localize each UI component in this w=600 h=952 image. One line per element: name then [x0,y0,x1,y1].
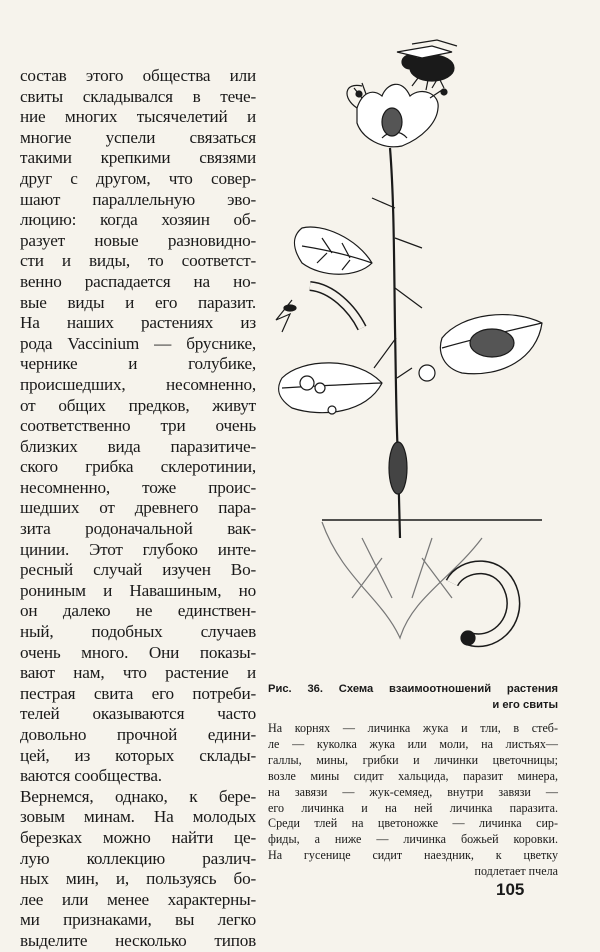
flower-icon [347,78,447,147]
figure-caption [268,682,558,713]
text-line: от общих предков, живут [20,395,256,415]
caterpillar-icon [276,286,362,332]
text-line: разует новые разновидно- [20,230,256,250]
text-line: чернике и голубике, [20,354,256,374]
text-line: ского грибка склеротинии, [20,457,256,477]
text-line: состав этого общества или [20,66,256,85]
text-line: свиты складывался в тече- [20,86,256,106]
legend-line: ле — куколка жука или моли, на листьях— [268,736,558,751]
text-line: близких вида паразитиче- [20,436,256,456]
legend-line: подлетает пчела [474,864,558,879]
text-line: цей, из которых склады- [20,745,256,765]
text-line: венно распадается на но- [20,271,256,291]
text-line: довольно прочной едини- [20,725,256,744]
text-line: многие успели связаться [20,127,256,147]
caption-line: и его свиты [492,698,558,711]
text-line: сти и виды, то соответст- [20,251,256,271]
caption-line: Рис. 36. Схема взаимоотношений растения [268,683,558,695]
legend-line: галлы, мины, грибки и личинки цветочницы; [268,752,558,767]
legend-line: фиды, а ниже — личинка божьей коровки. [268,832,558,847]
grub-icon [452,567,513,645]
legend-line: Среди тлей на цветоножке — личинка сир- [268,816,558,831]
text-line: ных мин, и, пользуясь бо- [20,869,256,889]
leaf [279,363,382,414]
plant-illustration [262,38,562,670]
text-line: ми признаками, вы легко [20,910,256,930]
legend-line: его личинка и на ней личинка паразита. [268,800,558,815]
text-line: ние многих тысячелетий и [20,107,256,127]
leaf [419,315,542,381]
legend-line: на завязи — жук-семяед, внутри завязи — [268,784,558,799]
text-line: Вернемся, однако, к бере- [20,786,256,806]
text-line: зовым минам. На молодых [20,807,256,827]
text-line: На наших растениях из [20,313,256,333]
text-line: шают параллельную эво- [20,189,256,209]
text-line: вые виды и его паразит. [20,292,256,312]
text-line: вают нам, что растение и [20,663,256,683]
text-line: пестрая свита его потреби- [20,683,256,703]
text-line: рода Vaccinium — бруснике, [20,333,256,353]
text-line: зита родоначальной вак- [20,519,256,539]
text-line: друг с другом, что совер- [20,168,256,188]
text-line: ресный случай изучен Во- [20,560,256,580]
text-line: ваются сообщества. [20,766,162,786]
text-line: цинии. Этот глубоко инте- [20,539,256,559]
legend-line: На корнях — личинка жука и тли, в стеб- [268,721,558,735]
bee-icon [397,40,457,90]
text-line: березках можно найти це- [20,827,256,847]
leaf [295,227,373,274]
text-line: выделите несколько типов [20,930,256,950]
text-line: несомненно, тоже проис- [20,477,256,497]
legend-line: На гусенице сидит наездник, к цветку [268,848,558,863]
text-line: происшедших, несомненно, [20,374,256,394]
text-line: рониным и Навашиным, но [20,580,256,600]
text-line: он далеко не единствен- [20,601,256,621]
text-line: такими крепкими связями [20,148,256,168]
text-line: лую коллекцию различ- [20,848,256,868]
text-line: телей оказываются часто [20,704,256,724]
text-line: очень много. Они показы- [20,642,256,662]
legend-line: возле мины сидит хальцида, паразит минера, [268,768,558,783]
pupa-icon [389,442,407,494]
text-line: ный, подобных случаев [20,622,256,642]
text-line: люцию: когда хозяин об- [20,210,256,230]
body-text-column [20,66,256,952]
figure-legend [268,721,558,880]
text-line: лее или менее характерны- [20,889,256,909]
page-number: 105 [496,880,525,899]
text-line: шедших от древнего пара- [20,498,256,518]
text-line: соответственно три очень [20,416,256,436]
